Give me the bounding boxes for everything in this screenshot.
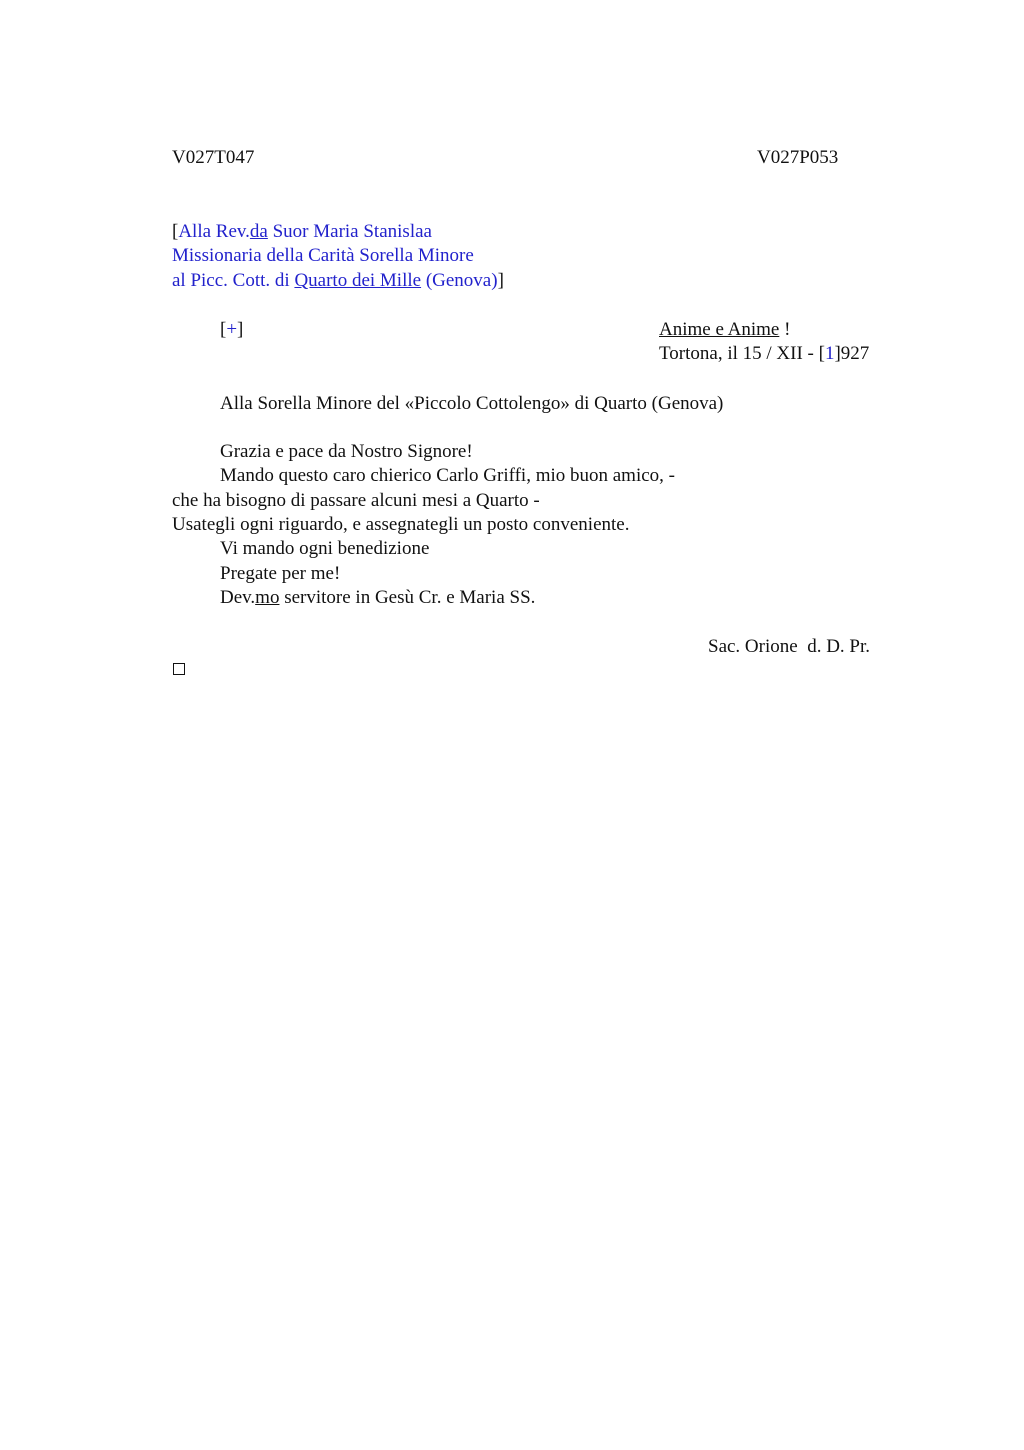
motto-text: Anime e Anime bbox=[659, 319, 780, 340]
address-line-1 bbox=[172, 220, 432, 244]
dateline-inserted-digit: 1 bbox=[824, 343, 835, 364]
address-abbrev-superscript: da bbox=[249, 221, 268, 242]
body-line-4: Vi mando ogni benedizione bbox=[220, 538, 430, 559]
dateline-suffix: ]927 bbox=[834, 343, 870, 364]
address-place-suffix: (Genova) bbox=[421, 270, 498, 291]
bracket-close: ] bbox=[497, 270, 504, 291]
closing-prefix: Dev. bbox=[220, 587, 256, 608]
end-of-document-box-icon bbox=[173, 663, 185, 675]
signature: Sac. Orione d. D. Pr. bbox=[708, 636, 871, 657]
cross-bracket-close: ] bbox=[237, 319, 244, 340]
closing-superscript: mo bbox=[255, 587, 280, 608]
addressee-line: Alla Sorella Minore del «Piccolo Cottolengo» di Quarto (Genova) bbox=[220, 393, 724, 414]
document-code-right: V027P053 bbox=[757, 147, 839, 168]
dateline bbox=[659, 342, 869, 366]
cross-bracket-open: [ bbox=[220, 319, 227, 340]
dateline-prefix: Tortona, il 15 / XII - [ bbox=[659, 343, 825, 364]
address-recipient-name: Suor Maria Stanislaa bbox=[267, 221, 432, 242]
address-prefix: Alla Rev. bbox=[178, 221, 250, 242]
motto-punct: ! bbox=[779, 319, 791, 340]
address-place-prefix: al Picc. Cott. di bbox=[172, 270, 295, 291]
body-line-5: Pregate per me! bbox=[220, 563, 341, 584]
cross-icon: + bbox=[226, 319, 238, 340]
address-line-3 bbox=[172, 269, 504, 293]
body-line-1: Mando questo caro chierico Carlo Griffi, mio buon amico, - bbox=[220, 465, 675, 486]
cross-mark bbox=[220, 318, 243, 342]
document-code-left: V027T047 bbox=[172, 147, 255, 168]
closing-suffix: servitore in Gesù Cr. e Maria SS. bbox=[279, 587, 536, 608]
body-closing bbox=[220, 586, 535, 610]
body-line-3: Usategli ogni riguardo, e assegnategli un posto conveniente. bbox=[172, 514, 630, 535]
body-greeting: Grazia e pace da Nostro Signore! bbox=[220, 441, 473, 462]
motto bbox=[659, 318, 790, 342]
body-line-2: che ha bisogno di passare alcuni mesi a Quarto - bbox=[172, 490, 540, 511]
address-place-link: Quarto dei Mille bbox=[294, 270, 422, 291]
address-line-2: Missionaria della Carità Sorella Minore bbox=[172, 245, 474, 266]
bracket-open: [ bbox=[172, 221, 179, 242]
